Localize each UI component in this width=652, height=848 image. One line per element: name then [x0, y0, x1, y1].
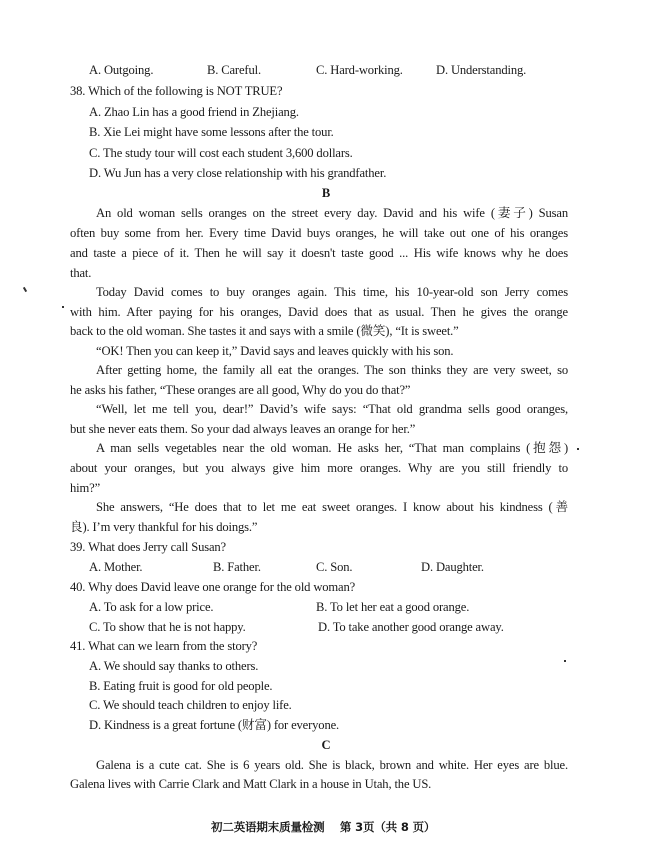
- q39-question: 39. What does Jerry call Susan?: [70, 540, 226, 554]
- q41-option-a: A. We should say thanks to others.: [89, 659, 259, 673]
- page-footer: [211, 819, 435, 835]
- q41-option-b: B. Eating fruit is good for old people.: [89, 679, 273, 693]
- footer-page-number: 第 3页（共 8 页）: [339, 820, 436, 834]
- passage-line: 良). I’m very thankful for his doings.”: [70, 520, 258, 534]
- passage-line: “OK! Then you can keep it,” David says and leaves quickly with his son.: [96, 344, 454, 358]
- q39-option-d: D. Daughter.: [421, 560, 484, 574]
- q40-options-row2: [0, 619, 652, 635]
- passage-line: Today David comes to buy oranges again. This time, his 10-year-old son Jerry comes: [96, 285, 568, 299]
- q37-option-c: C. Hard-working.: [316, 63, 403, 77]
- q40-options-row1: [0, 599, 652, 615]
- passage-line: about your oranges, but you always give him more oranges. Why are you still friendly to: [70, 461, 568, 475]
- q40-option-a: A. To ask for a low price.: [89, 600, 214, 614]
- section-c-heading: C: [321, 738, 331, 752]
- q38-question: 38. Which of the following is NOT TRUE?: [70, 84, 283, 98]
- scan-speck: [62, 306, 64, 308]
- q41-question: 41. What can we learn from the story?: [70, 639, 258, 653]
- q38-option-b: B. Xie Lei might have some lessons after the tour.: [89, 125, 334, 139]
- passage-line: he asks his father, “These oranges are all good, Why do you do that?”: [70, 383, 411, 397]
- scan-speck: [23, 287, 27, 292]
- q40-question: 40. Why does David leave one orange for the old woman?: [70, 580, 356, 594]
- q38-option-c: C. The study tour will cost each student 3,600 dollars.: [89, 146, 353, 160]
- footer-title: 初二英语期末质量检测: [211, 820, 325, 834]
- passage-line: A man sells vegetables near the old woman. He asks her, “That man complains (抱怨): [96, 441, 568, 455]
- q39-option-a: A. Mother.: [89, 560, 143, 574]
- q41-option-c: C. We should teach children to enjoy life.: [89, 698, 292, 712]
- q38-option-a: A. Zhao Lin has a good friend in Zhejiang.: [89, 105, 299, 119]
- passage-line: “Well, let me tell you, dear!” David’s wife says: “That old grandma sells good oranges,: [96, 402, 568, 416]
- q39-option-b: B. Father.: [213, 560, 261, 574]
- q41-option-d: D. Kindness is a great fortune (财富) for everyone.: [89, 718, 340, 732]
- passage-line: An old woman sells oranges on the street every day. David and his wife (妻子) Susan: [96, 206, 568, 220]
- passage-line: Galena lives with Carrie Clark and Matt Clark in a house in Utah, the US.: [70, 777, 432, 791]
- q37-options: [0, 62, 652, 78]
- passage-line: with him. After paying for his oranges, David does that as usual. Then he gives the orange: [70, 305, 568, 319]
- q40-option-c: C. To show that he is not happy.: [89, 620, 246, 634]
- q40-option-d: D. To take another good orange away.: [318, 620, 504, 634]
- scan-speck: [564, 660, 566, 662]
- q39-option-c: C. Son.: [316, 560, 353, 574]
- q37-option-d: D. Understanding.: [436, 63, 527, 77]
- passage-line: him?”: [70, 481, 101, 495]
- passage-line: back to the old woman. She tastes it and says with a smile (微笑), “It is sweet.”: [70, 324, 459, 338]
- passage-line: Galena is a cute cat. She is 6 years old. She is black, brown and white. Her eyes are blue.: [96, 758, 568, 772]
- q38-option-d: D. Wu Jun has a very close relationship with his grandfather.: [89, 166, 387, 180]
- section-b-heading: B: [321, 186, 331, 200]
- scan-speck: [577, 448, 579, 450]
- q37-option-b: B. Careful.: [207, 63, 261, 77]
- q39-options: [0, 559, 652, 575]
- passage-line: After getting home, the family all eat the oranges. The son thinks they are very sweet, so: [96, 363, 568, 377]
- passage-line: often buy some from her. Every time David buys oranges, he will take out one of his oranges: [70, 226, 568, 240]
- passage-line: but she never eats them. So your dad always leaves an orange for her.”: [70, 422, 416, 436]
- passage-line: that.: [70, 266, 92, 280]
- q40-option-b: B. To let her eat a good orange.: [316, 600, 470, 614]
- q37-option-a: A. Outgoing.: [89, 63, 154, 77]
- passage-line: She answers, “He does that to let me eat sweet oranges. I know about his kindness (善: [96, 500, 568, 514]
- passage-line: and taste a piece of it. Then he will say it doesn't taste good ... His wife knows why he does: [70, 246, 568, 260]
